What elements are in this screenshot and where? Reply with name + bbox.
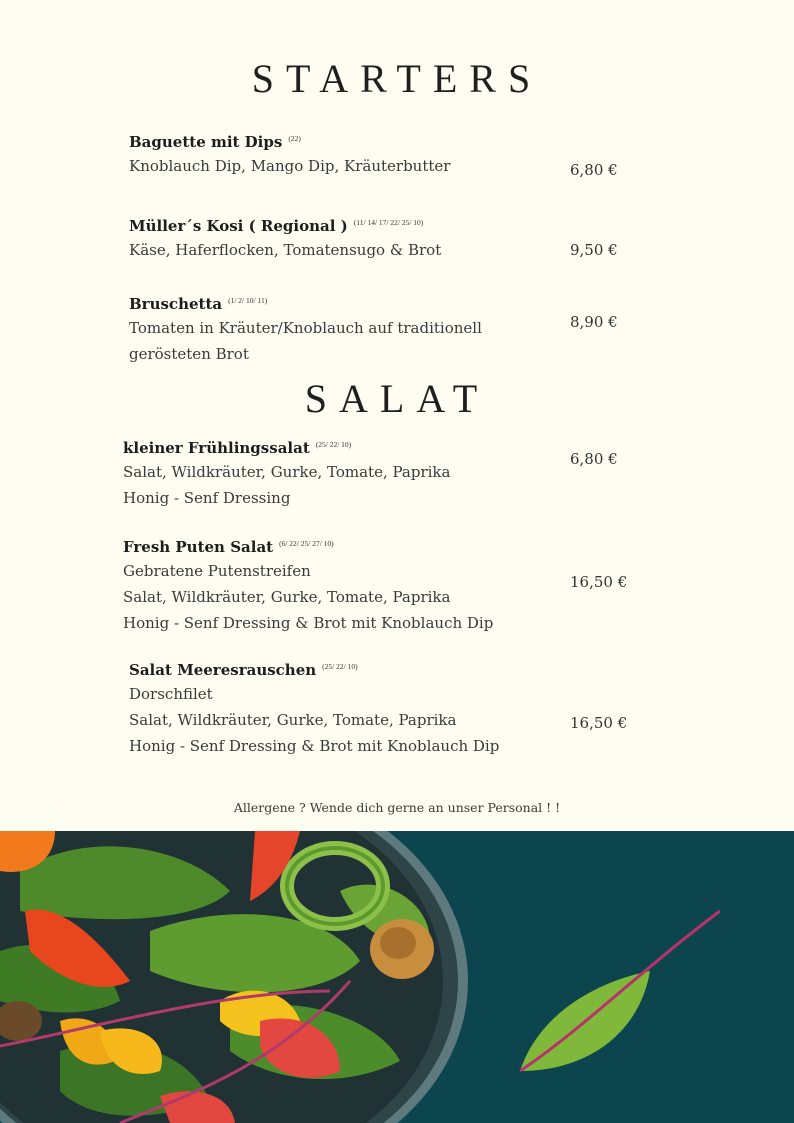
item-title — [129, 656, 569, 681]
item-name: kleiner Frühlingssalat — [123, 439, 310, 457]
item-price: 16,50 € — [570, 573, 628, 591]
allergen-codes: (11/ 14/ 17/ 22/ 25/ 10) — [353, 218, 424, 227]
item-title — [129, 290, 569, 315]
salad-bowl-photo — [0, 831, 794, 1123]
allergen-codes: (25/ 22/ 10) — [315, 440, 352, 449]
item-description: Salat, Wildkräuter, Gurke, Tomate, Paprika — [123, 463, 451, 481]
menu-item-meeresrauschen — [129, 656, 569, 759]
item-description: Honig - Senf Dressing — [123, 489, 291, 507]
menu-item-fruehlingssalat — [123, 434, 563, 511]
item-price: 9,50 € — [570, 241, 618, 259]
item-description: Dorschfilet — [129, 685, 213, 703]
item-price: 16,50 € — [570, 714, 628, 732]
item-price: 6,80 € — [570, 161, 618, 179]
allergen-codes: (6/ 22/ 25/ 27/ 10) — [279, 539, 334, 548]
item-name: Bruschetta — [129, 295, 223, 313]
item-name: Müller´s Kosi ( Regional ) — [129, 217, 348, 235]
allergen-codes: (25/ 22/ 10) — [322, 662, 358, 671]
item-description: Honig - Senf Dressing & Brot mit Knoblauch Dip — [123, 614, 494, 632]
item-title — [123, 434, 563, 459]
item-description: Gebratene Putenstreifen — [123, 562, 311, 580]
item-description: Tomaten in Kräuter/Knoblauch auf traditionell — [129, 319, 482, 337]
item-price: 8,90 € — [570, 313, 618, 331]
item-title — [129, 128, 569, 153]
item-description: Salat, Wildkräuter, Gurke, Tomate, Paprika — [123, 588, 451, 606]
salat-heading: SALAT — [304, 376, 490, 421]
allergen-codes: (1/ 2/ 10/ 11) — [228, 296, 268, 305]
menu-item-baguette — [129, 128, 569, 179]
item-description: Honig - Senf Dressing & Brot mit Knoblauch Dip — [129, 737, 500, 755]
item-description: Käse, Haferflocken, Tomatensugo & Brot — [129, 241, 442, 259]
item-name: Salat Meeresrauschen — [129, 661, 317, 679]
menu-item-puten-salat — [123, 533, 563, 636]
menu-item-bruschetta — [129, 290, 569, 367]
item-description: Knoblauch Dip, Mango Dip, Kräuterbutter — [129, 157, 451, 175]
item-description: gerösteten Brot — [129, 345, 249, 363]
item-name: Fresh Puten Salat — [123, 538, 274, 556]
item-title — [129, 212, 569, 237]
allergen-codes: (22) — [288, 134, 301, 143]
allergen-footnote: Allergene ? Wende dich gerne an unser Personal ! ! — [233, 800, 561, 815]
item-description: Salat, Wildkräuter, Gurke, Tomate, Paprika — [129, 711, 457, 729]
item-title — [123, 533, 563, 558]
item-price: 6,80 € — [570, 450, 618, 468]
item-name: Baguette mit Dips — [129, 133, 283, 151]
menu-item-kosi — [129, 212, 569, 263]
starters-heading: STARTERS — [251, 56, 543, 101]
